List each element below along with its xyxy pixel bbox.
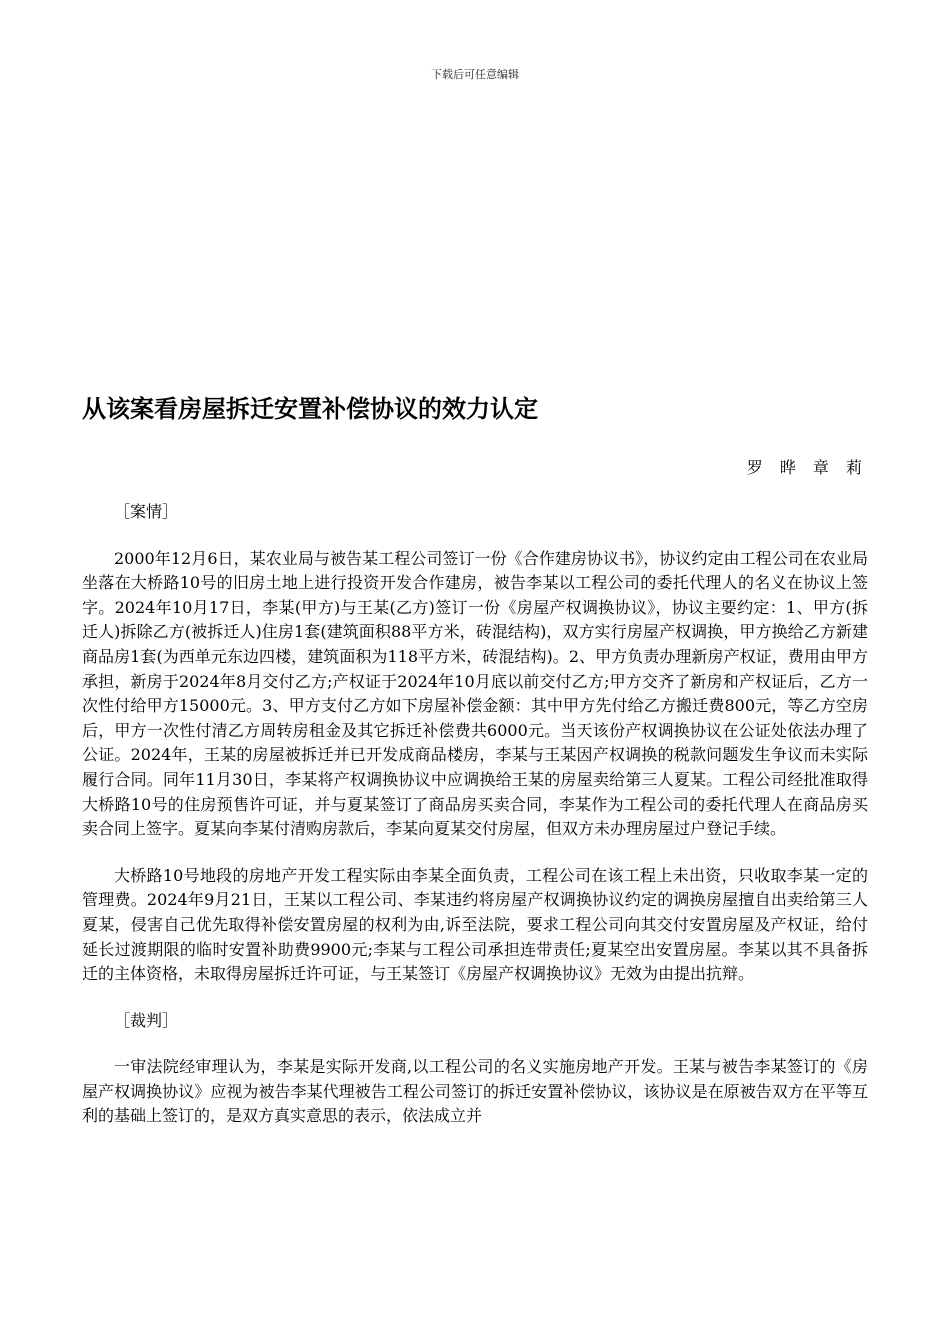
judgment-paragraph-1: 一审法院经审理认为，李某是实际开发商,以工程公司的名义实施房地产开发。王某与被告李某签订的《房屋产权调换协议》应视为被告李某代理被告工程公司签订的拆迁安置补偿协议，该协议是在原被告双方在平等互利的基础上签订的，是双方真实意思的表示，依法成立并 (82, 1057, 868, 1126)
case-paragraph-1: 2000年12月6日，某农业局与被告某工程公司签订一份《合作建房协议书》，协议约定由工程公司在农业局坐落在大桥路10号的旧房土地上进行投资开发合作建房，被告李某以工程公司的委托代理人的名义在协议上签字。2024年10月17日，李某(甲方)与王某(乙方)签订一份《房屋产权调换协议》，协议主要约定：1、甲方(拆迁人)拆除乙方(被拆迁人)住房1套(建筑面积88平方米，砖混结构)，双方实行房屋产权调换，甲方换给乙方新建商品房1套(为西单元东边四楼，建筑面积为118平方米，砖混结构)。2、甲方负责办理新房产权证，费用由甲方承担，新房于2024年8月交付乙方;产权证于2024年10月底以前交付乙方;甲方交齐了新房和产权证后，乙方一次性付给甲方15000元。3、甲方支付乙方如下房屋补偿金额：其中甲方先付给乙方搬迁费800元，等乙方空房后，甲方一次性付清乙方周转房租金及其它拆迁补偿费共6000元。当天该份产权调换协议在公证处依法办理了公证。2024年，王某的房屋被拆迁并已开发成商品楼房，李某与王某因产权调换的税款问题发生争议而未实际履行合同。同年11月30日，李某将产权调换协议中应调换给王某的房屋卖给第三人夏某。工程公司经批准取得大桥路10号的住房预售许可证，并与夏某签订了商品房买卖合同，李某作为工程公司的委托代理人在商品房买卖合同上签字。夏某向李某付清购房款后，李某向夏某交付房屋，但双方未办理房屋过户登记手续。 (82, 548, 868, 839)
article-title: 从该案看房屋拆迁安置补偿协议的效力认定 (82, 394, 538, 423)
article-body (82, 500, 868, 1151)
case-paragraph-2: 大桥路10号地段的房地产开发工程实际由李某全面负责，工程公司在该工程上未出资，只收取李某一定的管理费。2024年9月21日，王某以工程公司、李某违约将房屋产权调换协议约定的调换房屋擅自出卖给第三人夏某，侵害自己优先取得补偿安置房屋的权利为由,诉至法院，要求工程公司向其交付安置房屋及产权证，给付延长过渡期限的临时安置补助费9900元;李某与工程公司承担连带责任;夏某空出安置房屋。李某以其不具备拆迁的主体资格，未取得房屋拆迁许可证，与王某签订《房屋产权调换协议》无效为由提出抗辩。 (82, 865, 868, 984)
header-note: 下载后可任意编辑 (431, 68, 519, 81)
section-label-judgment: ［裁判］ (114, 1010, 179, 1030)
section-label-case: ［案情］ (114, 502, 179, 521)
author-line: 罗 晔 章 莉 (746, 458, 868, 477)
